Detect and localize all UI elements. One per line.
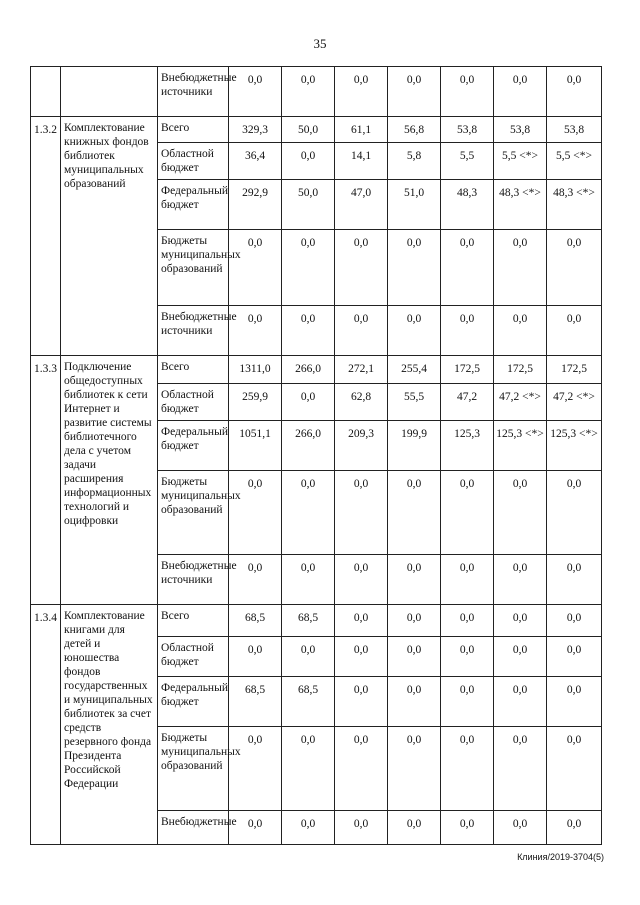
amount-cell: 47,2 <*> bbox=[494, 384, 547, 421]
amount-cell: 0,0 bbox=[494, 67, 547, 117]
amount-cell: 0,0 bbox=[441, 637, 494, 677]
amount-cell: 5,5 <*> bbox=[547, 143, 602, 180]
amount-cell: 0,0 bbox=[335, 637, 388, 677]
funding-source: Всего bbox=[158, 117, 229, 143]
amount-cell: 172,5 bbox=[547, 356, 602, 384]
amount-cell: 266,0 bbox=[282, 421, 335, 471]
amount-cell: 0,0 bbox=[547, 811, 602, 845]
funding-source: Областной бюджет bbox=[158, 637, 229, 677]
item-name bbox=[61, 67, 158, 117]
amount-cell: 0,0 bbox=[441, 67, 494, 117]
amount-cell: 199,9 bbox=[388, 421, 441, 471]
amount-cell: 266,0 bbox=[282, 356, 335, 384]
funding-source: Всего bbox=[158, 605, 229, 637]
amount-cell: 48,3 <*> bbox=[547, 180, 602, 230]
amount-cell: 0,0 bbox=[547, 230, 602, 306]
amount-cell: 172,5 bbox=[441, 356, 494, 384]
amount-cell: 0,0 bbox=[494, 637, 547, 677]
amount-cell: 0,0 bbox=[229, 811, 282, 845]
item-code: 1.3.2 bbox=[31, 117, 61, 356]
budget-table bbox=[30, 66, 602, 845]
amount-cell: 0,0 bbox=[229, 67, 282, 117]
amount-cell: 1311,0 bbox=[229, 356, 282, 384]
funding-source: Внебюджетные источники bbox=[158, 306, 229, 356]
funding-source: Внебюджетные bbox=[158, 811, 229, 845]
amount-cell: 0,0 bbox=[441, 230, 494, 306]
amount-cell: 68,5 bbox=[229, 677, 282, 727]
amount-cell: 0,0 bbox=[335, 230, 388, 306]
funding-source: Федеральный бюджет bbox=[158, 180, 229, 230]
amount-cell: 53,8 bbox=[441, 117, 494, 143]
amount-cell: 0,0 bbox=[282, 384, 335, 421]
amount-cell: 53,8 bbox=[494, 117, 547, 143]
amount-cell: 0,0 bbox=[494, 306, 547, 356]
page-number: 35 bbox=[313, 36, 327, 51]
amount-cell: 272,1 bbox=[335, 356, 388, 384]
amount-cell: 56,8 bbox=[388, 117, 441, 143]
amount-cell: 0,0 bbox=[282, 811, 335, 845]
amount-cell: 0,0 bbox=[441, 677, 494, 727]
amount-cell: 0,0 bbox=[388, 677, 441, 727]
amount-cell: 0,0 bbox=[388, 230, 441, 306]
amount-cell: 62,8 bbox=[335, 384, 388, 421]
amount-cell: 0,0 bbox=[441, 605, 494, 637]
amount-cell: 0,0 bbox=[494, 811, 547, 845]
amount-cell: 255,4 bbox=[388, 356, 441, 384]
item-name: Подключение общедоступных библиотек к сети Интернет и развитие системы библиотечного дела с учетом задачи расширения информационных технологий и оцифровки bbox=[61, 356, 158, 605]
table-row bbox=[31, 356, 602, 384]
amount-cell: 0,0 bbox=[494, 677, 547, 727]
amount-cell: 0,0 bbox=[282, 306, 335, 356]
amount-cell: 0,0 bbox=[441, 306, 494, 356]
amount-cell: 0,0 bbox=[229, 306, 282, 356]
item-code bbox=[31, 67, 61, 117]
amount-cell: 0,0 bbox=[547, 555, 602, 605]
amount-cell: 259,9 bbox=[229, 384, 282, 421]
budget-table-body bbox=[31, 67, 602, 845]
amount-cell: 14,1 bbox=[335, 143, 388, 180]
amount-cell: 5,5 <*> bbox=[494, 143, 547, 180]
amount-cell: 125,3 <*> bbox=[494, 421, 547, 471]
amount-cell: 0,0 bbox=[335, 811, 388, 845]
amount-cell: 0,0 bbox=[229, 555, 282, 605]
amount-cell: 0,0 bbox=[388, 637, 441, 677]
amount-cell: 0,0 bbox=[388, 471, 441, 555]
amount-cell: 0,0 bbox=[441, 727, 494, 811]
amount-cell: 47,0 bbox=[335, 180, 388, 230]
amount-cell: 0,0 bbox=[388, 306, 441, 356]
amount-cell: 50,0 bbox=[282, 180, 335, 230]
amount-cell: 0,0 bbox=[547, 727, 602, 811]
amount-cell: 0,0 bbox=[335, 306, 388, 356]
amount-cell: 0,0 bbox=[229, 230, 282, 306]
amount-cell: 0,0 bbox=[282, 230, 335, 306]
funding-source: Бюджеты муниципальных образований bbox=[158, 727, 229, 811]
item-name: Комплектование книжных фондов библиотек муниципальных образований bbox=[61, 117, 158, 356]
table-row bbox=[31, 605, 602, 637]
amount-cell: 0,0 bbox=[441, 811, 494, 845]
amount-cell: 0,0 bbox=[282, 143, 335, 180]
amount-cell: 209,3 bbox=[335, 421, 388, 471]
amount-cell: 0,0 bbox=[335, 605, 388, 637]
amount-cell: 0,0 bbox=[229, 637, 282, 677]
amount-cell: 0,0 bbox=[282, 67, 335, 117]
amount-cell: 0,0 bbox=[282, 727, 335, 811]
amount-cell: 47,2 <*> bbox=[547, 384, 602, 421]
amount-cell: 0,0 bbox=[335, 555, 388, 605]
item-name: Комплектование книгами для детей и юношества фондов государственных и муниципальных библиотек за счет средств резервного фонда Президента Российской Федерации bbox=[61, 605, 158, 845]
amount-cell: 0,0 bbox=[547, 67, 602, 117]
amount-cell: 53,8 bbox=[547, 117, 602, 143]
amount-cell: 0,0 bbox=[282, 471, 335, 555]
amount-cell: 68,5 bbox=[282, 605, 335, 637]
amount-cell: 0,0 bbox=[547, 306, 602, 356]
amount-cell: 0,0 bbox=[494, 555, 547, 605]
amount-cell: 51,0 bbox=[388, 180, 441, 230]
table-row bbox=[31, 117, 602, 143]
amount-cell: 292,9 bbox=[229, 180, 282, 230]
amount-cell: 5,8 bbox=[388, 143, 441, 180]
amount-cell: 0,0 bbox=[547, 677, 602, 727]
table-row bbox=[31, 67, 602, 117]
amount-cell: 0,0 bbox=[335, 727, 388, 811]
item-code: 1.3.4 bbox=[31, 605, 61, 845]
document-footer-code: Клиния/2019-3704(5) bbox=[517, 852, 604, 862]
amount-cell: 0,0 bbox=[494, 471, 547, 555]
amount-cell: 48,3 <*> bbox=[494, 180, 547, 230]
amount-cell: 125,3 <*> bbox=[547, 421, 602, 471]
funding-source: Федеральный бюджет bbox=[158, 421, 229, 471]
funding-source: Всего bbox=[158, 356, 229, 384]
amount-cell: 68,5 bbox=[282, 677, 335, 727]
amount-cell: 0,0 bbox=[335, 471, 388, 555]
amount-cell: 5,5 bbox=[441, 143, 494, 180]
amount-cell: 47,2 bbox=[441, 384, 494, 421]
funding-source: Федеральный бюджет bbox=[158, 677, 229, 727]
amount-cell: 0,0 bbox=[494, 727, 547, 811]
item-code: 1.3.3 bbox=[31, 356, 61, 605]
amount-cell: 0,0 bbox=[547, 637, 602, 677]
amount-cell: 55,5 bbox=[388, 384, 441, 421]
funding-source: Внебюджетные источники bbox=[158, 555, 229, 605]
amount-cell: 0,0 bbox=[547, 605, 602, 637]
amount-cell: 0,0 bbox=[494, 230, 547, 306]
amount-cell: 125,3 bbox=[441, 421, 494, 471]
amount-cell: 0,0 bbox=[229, 471, 282, 555]
amount-cell: 0,0 bbox=[282, 555, 335, 605]
funding-source: Бюджеты муниципальных образований bbox=[158, 230, 229, 306]
amount-cell: 0,0 bbox=[282, 637, 335, 677]
funding-source: Бюджеты муниципальных образований bbox=[158, 471, 229, 555]
amount-cell: 68,5 bbox=[229, 605, 282, 637]
amount-cell: 329,3 bbox=[229, 117, 282, 143]
funding-source: Областной бюджет bbox=[158, 384, 229, 421]
amount-cell: 0,0 bbox=[441, 555, 494, 605]
funding-source: Внебюджетные источники bbox=[158, 67, 229, 117]
amount-cell: 0,0 bbox=[494, 605, 547, 637]
amount-cell: 0,0 bbox=[388, 67, 441, 117]
amount-cell: 48,3 bbox=[441, 180, 494, 230]
amount-cell: 172,5 bbox=[494, 356, 547, 384]
funding-source: Областной бюджет bbox=[158, 143, 229, 180]
amount-cell: 0,0 bbox=[229, 727, 282, 811]
amount-cell: 0,0 bbox=[335, 677, 388, 727]
amount-cell: 50,0 bbox=[282, 117, 335, 143]
amount-cell: 36,4 bbox=[229, 143, 282, 180]
amount-cell: 0,0 bbox=[335, 67, 388, 117]
amount-cell: 0,0 bbox=[441, 471, 494, 555]
amount-cell: 0,0 bbox=[388, 811, 441, 845]
amount-cell: 1051,1 bbox=[229, 421, 282, 471]
amount-cell: 0,0 bbox=[388, 555, 441, 605]
amount-cell: 0,0 bbox=[388, 727, 441, 811]
amount-cell: 0,0 bbox=[388, 605, 441, 637]
amount-cell: 61,1 bbox=[335, 117, 388, 143]
amount-cell: 0,0 bbox=[547, 471, 602, 555]
